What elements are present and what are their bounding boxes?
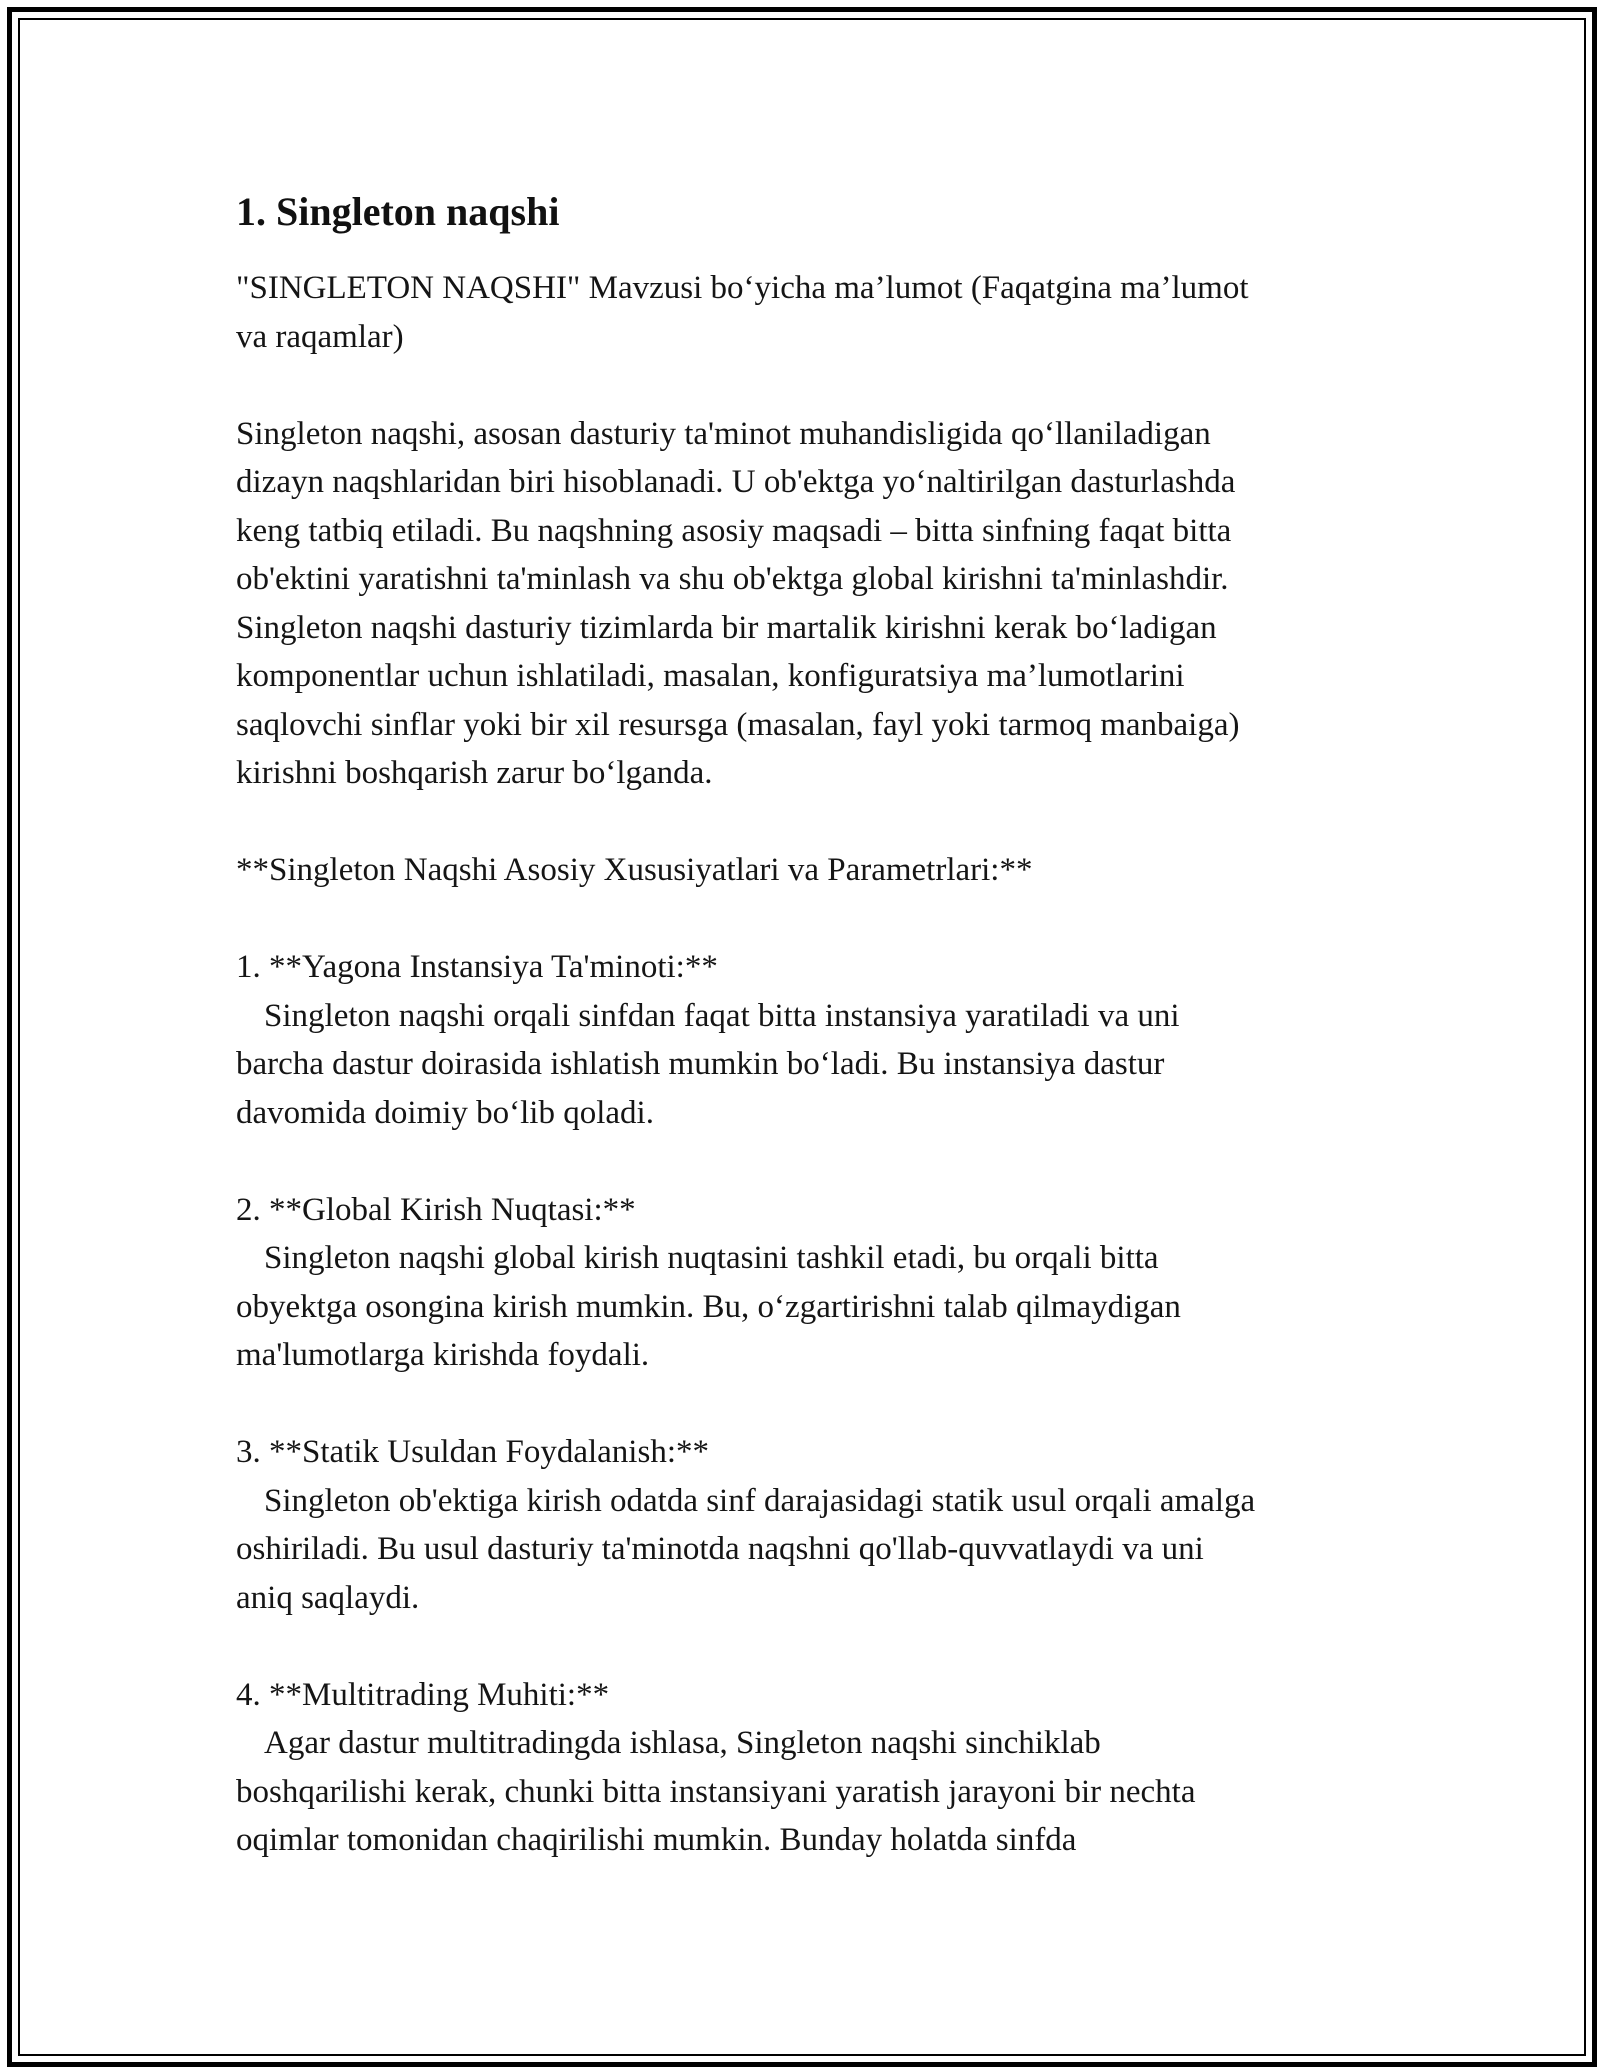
list-item-line: Singleton naqshi global kirish nuqtasini tashkil etadi, bu orqali bitta	[264, 1240, 1159, 1276]
section-heading: **Singleton Naqshi Asosiy Xususiyatlari va Parametrlari:**	[236, 852, 1033, 888]
list-item-body	[236, 992, 1396, 1138]
paragraph-line: dizayn naqshlaridan biri hisoblanadi. U ob'ektga yo‘naltirilgan dasturlashda	[236, 464, 1236, 500]
list-item-line: boshqarilishi kerak, chunki bitta instansiyani yaratish jarayoni bir nechta	[236, 1773, 1196, 1810]
list-item-line: Agar dastur multitradingda ishlasa, Singleton naqshi sinchiklab	[264, 1725, 1101, 1761]
list-item-line: davomida doimiy bo‘lib qoladi.	[236, 1094, 654, 1131]
list-item-heading: 3. **Statik Usuldan Foydalanish:**	[236, 1434, 709, 1470]
paragraph-line: saqlovchi sinflar yoki bir xil resursga (masalan, fayl yoki tarmoq manbaiga)	[236, 706, 1240, 743]
paragraph-line: keng tatbiq etiladi. Bu naqshning asosiy maqsadi – bitta sinfning faqat bitta	[236, 512, 1232, 549]
list-item	[236, 943, 1396, 1137]
list-item	[236, 1186, 1396, 1380]
list-item-line: Singleton naqshi orqali sinfdan faqat bitta instansiya yaratiladi va uni	[264, 997, 1180, 1034]
intro-line: "SINGLETON NAQSHI" Mavzusi bo‘yicha ma’lumot (Faqatgina ma’lumot	[236, 270, 1249, 306]
intro-line: va raqamlar)	[236, 318, 404, 355]
document-body	[236, 182, 1396, 1865]
paragraph-line: komponentlar uchun ishlatiladi, masalan, konfiguratsiya ma’lumotlarini	[236, 658, 1185, 694]
paragraph-line: Singleton naqshi dasturiy tizimlarda bir martalik kirishni kerak bo‘ladigan	[236, 609, 1217, 646]
list-item-line: obyektga osongina kirish mumkin. Bu, o‘zgartirishni talab qilmaydigan	[236, 1288, 1181, 1325]
list-item-body	[236, 1234, 1396, 1380]
paragraph-line: Singleton naqshi, asosan dasturiy ta'minot muhandisligida qo‘llaniladigan	[236, 415, 1211, 452]
list-item	[236, 1671, 1396, 1865]
list-item-heading: 1. **Yagona Instansiya Ta'minoti:**	[236, 949, 718, 985]
intro-paragraph	[236, 264, 1396, 361]
paragraph-line: kirishni boshqarish zarur bo‘lganda.	[236, 755, 713, 791]
list-item	[236, 1428, 1396, 1622]
list-item-line: aniq saqlaydi.	[236, 1579, 420, 1616]
list-item-line: barcha dastur doirasida ishlatish mumkin bo‘ladi. Bu instansiya dastur	[236, 1046, 1165, 1082]
list-item-line: oqimlar tomonidan chaqirilishi mumkin. Bunday holatda sinfda	[236, 1822, 1077, 1858]
list-item-heading: 4. **Multitrading Muhiti:**	[236, 1676, 610, 1713]
list-item-body	[236, 1477, 1396, 1623]
list-item-line: oshiriladi. Bu usul dasturiy ta'minotda naqshni qo'llab-quvvatlaydi va uni	[236, 1531, 1204, 1567]
document-title: 1. Singleton naqshi	[236, 189, 560, 234]
list-item-line: ma'lumotlarga kirishda foydali.	[236, 1337, 650, 1373]
paragraph-line: ob'ektini yaratishni ta'minlash va shu ob'ektga global kirishni ta'minlashdir.	[236, 561, 1229, 597]
list-item-heading: 2. **Global Kirish Nuqtasi:**	[236, 1191, 636, 1228]
list-item-line: Singleton ob'ektiga kirish odatda sinf darajasidagi statik usul orqali amalga	[264, 1482, 1256, 1519]
description-paragraph	[236, 410, 1396, 798]
list-item-body	[236, 1719, 1396, 1865]
